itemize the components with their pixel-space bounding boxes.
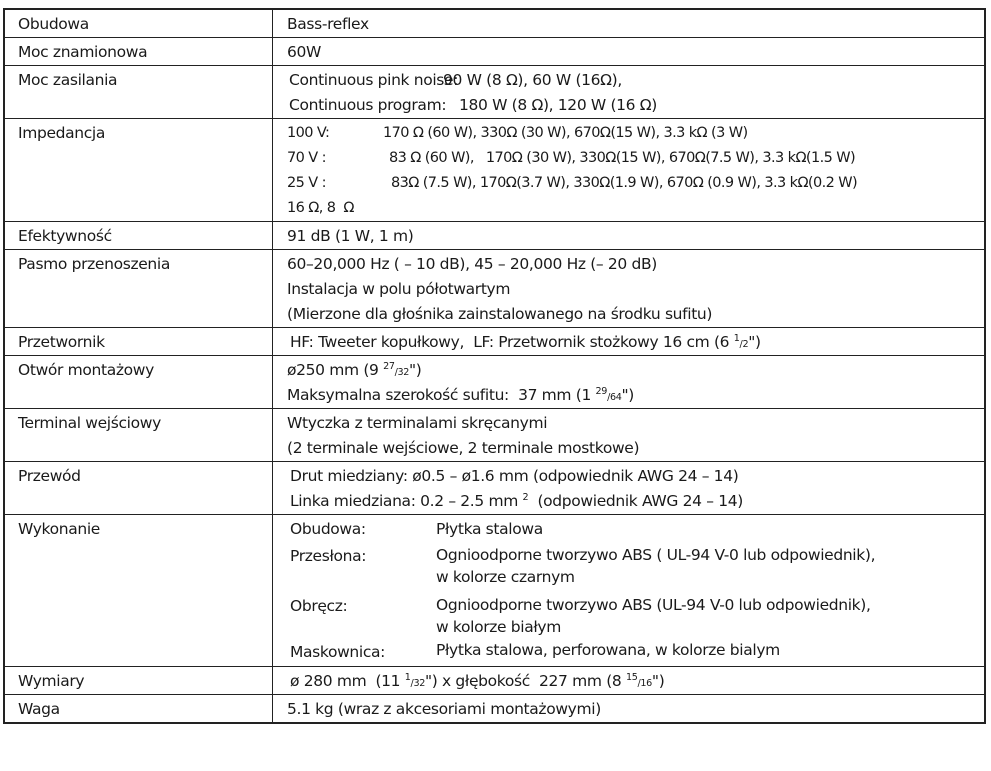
material-part: Maskownica: (290, 643, 386, 661)
voltage-label: 100 V: (287, 125, 330, 141)
row-value (273, 515, 986, 667)
fraction-denominator: 32 (397, 367, 410, 378)
stranded-text: Linka miedziana: 0.2 – 2.5 mm (290, 492, 523, 510)
table-row-przetwornik (4, 328, 985, 356)
row-value (273, 9, 986, 38)
driver-text: HF: Tweeter kopułkowy, LF: Przetwornik stożkowy 16 cm (6 (290, 333, 734, 351)
cutout-diameter (287, 358, 984, 383)
row-label (4, 695, 273, 724)
label-text: Przewód (18, 467, 81, 485)
impedance-line-25v (287, 171, 984, 196)
frequency-range: 60–20,000 Hz ( – 10 dB), 45 – 20,000 Hz (– 20 dB) (287, 255, 657, 273)
impedance-values: 170 Ω (60 W), 330Ω (30 W), 670Ω(15 W), 3.3 kΩ (3 W) (383, 125, 748, 141)
label-text: Waga (18, 700, 60, 718)
power-line-program (289, 93, 984, 118)
material-line: w kolorze białym (436, 618, 561, 636)
impedance-values: 83 Ω (60 W), 170Ω (30 W), 330Ω(15 W), 670Ω(7.5 W), 3.3 kΩ(1.5 W) (389, 150, 856, 166)
row-label (4, 250, 273, 328)
table-row-przewod (4, 462, 985, 515)
row-value (273, 66, 986, 119)
label-text: Wymiary (18, 672, 85, 690)
material-value: Płytka stalowa, perforowana, w kolorze bialym (436, 641, 780, 659)
fraction-numerator: 27 (383, 360, 395, 372)
dimensions-value (290, 669, 984, 694)
row-label (4, 119, 273, 222)
label-text: Moc znamionowa (18, 43, 148, 61)
row-value (273, 119, 986, 222)
row-value (273, 462, 986, 515)
cutout-text-end: ") (409, 361, 422, 379)
row-value (273, 667, 986, 695)
measurement-note: (Mierzone dla głośnika zainstalowanego na środku sufitu) (287, 305, 713, 323)
value-text: 60W (287, 43, 321, 61)
cutout-text: ø250 mm (9 (287, 361, 384, 379)
fraction-slash: / (607, 392, 610, 403)
material-part: Obudowa: (290, 520, 366, 538)
row-value (273, 250, 986, 328)
table-row-impedancja (4, 119, 985, 222)
stranded-wire (290, 489, 984, 514)
label-text: Otwór montażowy (18, 361, 154, 379)
table-row-obudowa (4, 9, 985, 38)
driver-text-end: ") (748, 333, 761, 351)
row-value (273, 222, 986, 250)
row-label (4, 66, 273, 119)
value-text: Bass-reflex (287, 15, 369, 33)
row-label (4, 38, 273, 66)
fraction-denominator: 32 (413, 678, 425, 689)
table-row-moc-zasilania (4, 66, 985, 119)
power-type: Continuous program: (289, 96, 447, 114)
fraction-slash: / (637, 678, 641, 689)
material-value (436, 542, 984, 588)
table-row-moc-znamionowa (4, 38, 985, 66)
stranded-text-end: (odpowiednik AWG 24 – 14) (528, 492, 743, 510)
ceiling-text: Maksymalna szerokość sufitu: 37 mm (1 (287, 386, 596, 404)
voltage-label: 25 V : (287, 175, 326, 191)
power-value: 90 W (8 Ω), 60 W (16Ω), (443, 71, 622, 89)
ceiling-text-end: ") (621, 386, 634, 404)
label-text: Impedancja (18, 124, 106, 142)
table-row-wymiary (4, 667, 985, 695)
table-row-efektywnosc (4, 222, 985, 250)
fraction-slash: / (410, 678, 414, 689)
fraction-numerator: 1 (404, 671, 411, 683)
table-row-pasmo-przenoszenia (4, 250, 985, 328)
fraction-numerator: 1 (733, 332, 740, 344)
terminal-note: (2 terminale wejściowe, 2 terminale mostkowe) (287, 439, 640, 457)
power-line-pink-noise (289, 68, 984, 93)
impedance-line-70v (287, 146, 984, 171)
row-value (273, 328, 986, 356)
table-row-otwor-montazowy (4, 356, 985, 409)
fraction-denominator: 64 (609, 392, 622, 403)
fraction-slash: / (394, 367, 398, 378)
material-value (436, 588, 984, 638)
dimensions-text-mid: ") x głębokość 227 mm (8 (424, 672, 626, 690)
impedance-line-100v (287, 121, 984, 146)
row-value (273, 695, 986, 724)
label-text: Efektywność (18, 227, 112, 245)
label-text: Przetwornik (18, 333, 105, 351)
materials-list (290, 517, 984, 665)
row-value (273, 356, 986, 409)
dimensions-text-end: ") (651, 672, 665, 690)
terminal-type: Wtyczka z terminalami skręcanymi (287, 414, 548, 432)
row-label (4, 9, 273, 38)
value-text: 5.1 kg (wraz z akcesoriami montażowymi) (287, 700, 601, 718)
max-ceiling-thickness (287, 383, 984, 408)
table-row-waga (4, 695, 985, 724)
material-part: Przesłona: (290, 547, 367, 565)
value-text (290, 330, 984, 355)
fraction-numerator: 29 (595, 385, 608, 397)
material-line: Ognioodporne tworzywo ABS ( UL-94 V-0 lub odpowiednik), (436, 546, 876, 564)
label-text: Moc zasilania (18, 71, 118, 89)
value-text: 91 dB (1 W, 1 m) (287, 227, 414, 245)
table-row-wykonanie (4, 515, 985, 667)
row-label (4, 515, 273, 667)
row-label (4, 328, 273, 356)
impedance-values: 83Ω (7.5 W), 170Ω(3.7 W), 330Ω(1.9 W), 670Ω (0.9 W), 3.3 kΩ(0.2 W) (391, 175, 858, 191)
fraction-denominator: 2 (742, 339, 749, 350)
row-label (4, 409, 273, 462)
label-text: Obudowa (18, 15, 89, 33)
solid-wire: Drut miedziany: ø0.5 – ø1.6 mm (odpowiednik AWG 24 – 14) (290, 467, 739, 485)
power-type: Continuous pink noise: (289, 71, 459, 89)
row-label (4, 667, 273, 695)
impedance-nominal: 16 Ω, 8 Ω (287, 200, 354, 216)
label-text: Wykonanie (18, 520, 100, 538)
voltage-label: 70 V : (287, 150, 326, 166)
fraction-slash: / (739, 339, 743, 350)
row-label (4, 356, 273, 409)
material-line: w kolorze czarnym (436, 568, 575, 586)
material-part: Obręcz: (290, 597, 348, 615)
installation-note: Instalacja w polu półotwartym (287, 280, 511, 298)
row-label (4, 462, 273, 515)
specification-table (3, 8, 986, 724)
material-line: Ognioodporne tworzywo ABS (UL-94 V-0 lub odpowiednik), (436, 596, 871, 614)
superscript-2: 2 (522, 491, 529, 503)
row-value (273, 38, 986, 66)
label-text: Terminal wejściowy (18, 414, 161, 432)
row-label (4, 222, 273, 250)
label-text: Pasmo przenoszenia (18, 255, 170, 273)
row-value (273, 409, 986, 462)
power-value: 180 W (8 Ω), 120 W (16 Ω) (459, 96, 657, 114)
material-value: Płytka stalowa (436, 520, 543, 538)
dimensions-text: ø 280 mm (11 (290, 672, 405, 690)
fraction-numerator: 15 (626, 671, 638, 683)
fraction-denominator: 16 (640, 678, 652, 689)
table-row-terminal-wejsciowy (4, 409, 985, 462)
